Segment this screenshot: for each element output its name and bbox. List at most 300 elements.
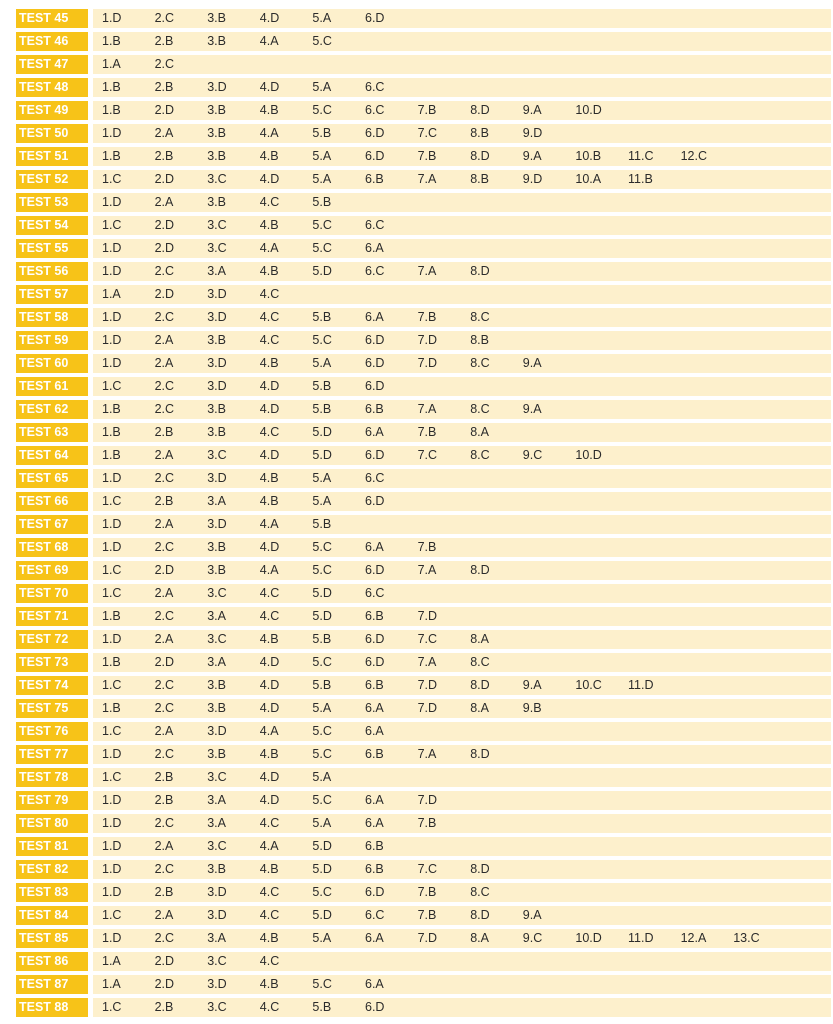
answer-cell: 8.C <box>470 655 490 669</box>
answer-cell: 2.D <box>154 563 175 577</box>
answer-row <box>16 444 831 467</box>
answer-cell: 3.B <box>207 563 226 577</box>
answer-row <box>16 168 831 191</box>
answer-cell: 6.D <box>365 494 385 508</box>
answer-cell: 4.B <box>259 471 279 485</box>
answer-row <box>16 283 831 306</box>
answer-cell: 4.A <box>259 241 279 255</box>
answer-cell: 6.A <box>365 793 384 807</box>
answer-cell: 1.C <box>102 563 122 577</box>
answer-cell: 3.D <box>207 885 227 899</box>
answer-cell: 3.B <box>207 195 226 209</box>
answer-cell: 4.D <box>259 11 280 25</box>
answer-cell: 11.D <box>628 678 654 692</box>
answer-cell: 7.A <box>417 402 437 416</box>
answer-cell: 8.D <box>470 563 490 577</box>
answer-cell: 1.B <box>102 103 121 117</box>
answer-band <box>93 78 831 97</box>
answer-cell: 2.C <box>154 609 175 623</box>
answer-row <box>16 605 831 628</box>
answer-cell: 2.C <box>154 816 175 830</box>
answer-row <box>16 996 831 1019</box>
answer-cell: 6.B <box>365 172 384 186</box>
answer-cell: 7.B <box>417 908 437 922</box>
answer-cell: 7.D <box>417 701 438 715</box>
answer-cell: 9.A <box>522 402 542 416</box>
answer-cell: 1.D <box>102 747 122 761</box>
answer-cell: 4.B <box>259 862 279 876</box>
answer-cell: 7.B <box>417 149 437 163</box>
answer-cell: 3.B <box>207 34 226 48</box>
answer-cell: 2.B <box>154 494 174 508</box>
answer-cell: 1.D <box>102 632 122 646</box>
answer-cell: 8.D <box>470 264 490 278</box>
answer-cell: 2.A <box>154 195 174 209</box>
answer-row <box>16 352 831 375</box>
answer-cell: 1.C <box>102 724 122 738</box>
answer-cell: 7.C <box>417 632 438 646</box>
answer-cell: 8.B <box>470 172 489 186</box>
answer-cell: 2.B <box>154 770 174 784</box>
answer-cell: 2.A <box>154 908 174 922</box>
answer-cell: 1.A <box>102 287 121 301</box>
answer-cell: 2.A <box>154 632 174 646</box>
test-label: TEST 83 <box>16 883 88 902</box>
answer-cell: 12.A <box>680 931 707 945</box>
answer-cell: 3.B <box>207 540 226 554</box>
answer-cell: 9.D <box>522 126 543 140</box>
answer-row <box>16 766 831 789</box>
answer-key-table <box>16 7 831 1019</box>
answer-cell: 4.B <box>259 218 279 232</box>
answer-cell: 6.B <box>365 678 384 692</box>
answer-cell: 10.D <box>575 931 602 945</box>
answer-cell: 4.D <box>259 80 280 94</box>
answer-cell: 5.D <box>312 264 332 278</box>
answer-cell: 7.B <box>417 816 437 830</box>
answer-cell: 6.C <box>365 80 385 94</box>
answer-cell: 2.A <box>154 839 174 853</box>
answer-band <box>93 676 831 695</box>
answer-cell: 5.C <box>312 103 332 117</box>
answer-cell: 3.C <box>207 586 227 600</box>
answer-cell: 3.D <box>207 977 227 991</box>
answer-cell: 7.C <box>417 448 438 462</box>
answer-cell: 3.B <box>207 402 226 416</box>
answer-cell: 1.D <box>102 471 122 485</box>
answer-cell: 4.D <box>259 172 280 186</box>
answer-cell: 4.A <box>259 563 279 577</box>
answer-cell: 6.C <box>365 908 385 922</box>
answer-row <box>16 99 831 122</box>
answer-cell: 8.C <box>470 885 490 899</box>
answer-band <box>93 308 831 327</box>
test-label: TEST 54 <box>16 216 88 235</box>
answer-cell: 4.A <box>259 34 279 48</box>
answer-cell: 4.B <box>259 103 279 117</box>
answer-band <box>93 423 831 442</box>
test-label: TEST 73 <box>16 653 88 672</box>
answer-cell: 2.A <box>154 586 174 600</box>
answer-cell: 10.D <box>575 448 602 462</box>
answer-cell: 2.D <box>154 241 175 255</box>
answer-cell: 6.D <box>365 1000 385 1014</box>
answer-cell: 3.A <box>207 793 226 807</box>
answer-cell: 6.C <box>365 264 385 278</box>
answer-cell: 1.B <box>102 149 121 163</box>
answer-band <box>93 170 831 189</box>
test-label: TEST 51 <box>16 147 88 166</box>
answer-cell: 8.C <box>470 310 490 324</box>
answer-cell: 5.C <box>312 977 332 991</box>
answer-cell: 1.D <box>102 356 122 370</box>
answer-cell: 8.D <box>470 149 490 163</box>
answer-cell: 6.D <box>365 126 385 140</box>
answer-band <box>93 653 831 672</box>
answer-cell: 3.A <box>207 816 226 830</box>
answer-cell: 4.D <box>259 655 280 669</box>
answer-cell: 8.C <box>470 402 490 416</box>
answer-cell: 6.D <box>365 11 385 25</box>
answer-band <box>93 400 831 419</box>
answer-cell: 7.C <box>417 126 438 140</box>
answer-cell: 2.C <box>154 862 175 876</box>
answer-cell: 5.C <box>312 241 332 255</box>
answer-cell: 11.B <box>628 172 653 186</box>
answer-row <box>16 835 831 858</box>
answer-cell: 6.A <box>365 724 384 738</box>
answer-cell: 2.D <box>154 103 175 117</box>
answer-band <box>93 285 831 304</box>
answer-cell: 3.D <box>207 287 227 301</box>
answer-cell: 4.B <box>259 931 279 945</box>
answer-row <box>16 490 831 513</box>
answer-cell: 1.C <box>102 586 122 600</box>
answer-cell: 8.A <box>470 425 489 439</box>
answer-cell: 9.B <box>522 701 542 715</box>
answer-cell: 7.D <box>417 678 438 692</box>
test-label: TEST 58 <box>16 308 88 327</box>
answer-cell: 11.C <box>628 149 654 163</box>
answer-cell: 4.A <box>259 724 279 738</box>
answer-cell: 6.C <box>365 471 385 485</box>
answer-cell: 3.A <box>207 494 226 508</box>
answer-band <box>93 354 831 373</box>
answer-cell: 7.B <box>417 425 437 439</box>
answer-cell: 7.A <box>417 264 437 278</box>
answer-cell: 3.C <box>207 770 227 784</box>
answer-cell: 4.C <box>259 586 280 600</box>
answer-cell: 2.C <box>154 379 175 393</box>
test-label: TEST 69 <box>16 561 88 580</box>
answer-cell: 5.B <box>312 310 332 324</box>
answer-cell: 6.D <box>365 149 385 163</box>
test-label: TEST 68 <box>16 538 88 557</box>
answer-cell: 5.C <box>312 540 332 554</box>
answer-cell: 9.C <box>522 448 543 462</box>
answer-cell: 3.C <box>207 839 227 853</box>
answer-cell: 1.B <box>102 425 121 439</box>
answer-cell: 4.C <box>259 908 280 922</box>
answer-cell: 3.B <box>207 862 226 876</box>
answer-cell: 4.C <box>259 954 280 968</box>
answer-cell: 5.C <box>312 655 332 669</box>
answer-band <box>93 745 831 764</box>
answer-cell: 2.D <box>154 954 175 968</box>
answer-row <box>16 467 831 490</box>
answer-cell: 5.A <box>312 494 332 508</box>
answer-band <box>93 998 831 1017</box>
test-label: TEST 48 <box>16 78 88 97</box>
answer-cell: 9.A <box>522 356 542 370</box>
answer-band <box>93 791 831 810</box>
answer-cell: 3.D <box>207 356 227 370</box>
answer-cell: 5.C <box>312 333 332 347</box>
answer-cell: 4.D <box>259 448 280 462</box>
answer-cell: 3.B <box>207 149 226 163</box>
test-label: TEST 75 <box>16 699 88 718</box>
answer-cell: 6.A <box>365 310 384 324</box>
answer-cell: 6.A <box>365 816 384 830</box>
answer-cell: 8.B <box>470 333 489 347</box>
answer-cell: 4.B <box>259 632 279 646</box>
answer-band <box>93 101 831 120</box>
test-label: TEST 49 <box>16 101 88 120</box>
answer-cell: 6.A <box>365 540 384 554</box>
answer-cell: 5.D <box>312 425 332 439</box>
answer-cell: 4.D <box>259 793 280 807</box>
test-label: TEST 53 <box>16 193 88 212</box>
answer-cell: 7.D <box>417 793 438 807</box>
test-label: TEST 46 <box>16 32 88 51</box>
answer-band <box>93 860 831 879</box>
answer-band <box>93 331 831 350</box>
answer-cell: 8.D <box>470 908 490 922</box>
answer-band <box>93 262 831 281</box>
answer-cell: 3.B <box>207 11 226 25</box>
answer-band <box>93 929 831 948</box>
test-label: TEST 86 <box>16 952 88 971</box>
answer-cell: 2.C <box>154 264 175 278</box>
answer-cell: 9.A <box>522 908 542 922</box>
answer-cell: 1.B <box>102 655 121 669</box>
answer-band <box>93 492 831 511</box>
answer-cell: 8.D <box>470 747 490 761</box>
answer-band <box>93 814 831 833</box>
answer-row <box>16 513 831 536</box>
answer-cell: 2.C <box>154 931 175 945</box>
answer-band <box>93 561 831 580</box>
answer-row <box>16 720 831 743</box>
test-label: TEST 50 <box>16 124 88 143</box>
answer-band <box>93 147 831 166</box>
answer-cell: 8.A <box>470 701 489 715</box>
answer-cell: 4.D <box>259 678 280 692</box>
answer-cell: 5.C <box>312 724 332 738</box>
test-label: TEST 88 <box>16 998 88 1017</box>
answer-cell: 2.C <box>154 310 175 324</box>
answer-cell: 1.A <box>102 57 121 71</box>
answer-cell: 7.D <box>417 609 438 623</box>
answer-cell: 1.D <box>102 195 122 209</box>
answer-row <box>16 582 831 605</box>
answer-cell: 2.B <box>154 1000 174 1014</box>
answer-band <box>93 32 831 51</box>
answer-cell: 5.A <box>312 816 332 830</box>
answer-cell: 6.D <box>365 448 385 462</box>
answer-cell: 6.D <box>365 655 385 669</box>
answer-cell: 1.D <box>102 862 122 876</box>
test-label: TEST 76 <box>16 722 88 741</box>
answer-cell: 4.B <box>259 747 279 761</box>
answer-row <box>16 743 831 766</box>
answer-cell: 2.A <box>154 517 174 531</box>
answer-cell: 1.D <box>102 931 122 945</box>
answer-cell: 2.A <box>154 356 174 370</box>
answer-cell: 1.B <box>102 402 121 416</box>
answer-cell: 6.B <box>365 839 384 853</box>
test-label: TEST 59 <box>16 331 88 350</box>
answer-row <box>16 7 831 30</box>
answer-cell: 7.A <box>417 747 437 761</box>
answer-cell: 3.C <box>207 1000 227 1014</box>
answer-row <box>16 214 831 237</box>
answer-row <box>16 53 831 76</box>
answer-cell: 5.D <box>312 448 332 462</box>
answer-cell: 3.D <box>207 379 227 393</box>
answer-cell: 2.C <box>154 747 175 761</box>
answer-cell: 3.B <box>207 701 226 715</box>
answer-cell: 5.C <box>312 747 332 761</box>
answer-cell: 1.D <box>102 333 122 347</box>
answer-cell: 3.B <box>207 747 226 761</box>
answer-cell: 10.B <box>575 149 602 163</box>
answer-band <box>93 193 831 212</box>
test-label: TEST 71 <box>16 607 88 626</box>
answer-cell: 1.D <box>102 793 122 807</box>
answer-row <box>16 329 831 352</box>
answer-band <box>93 538 831 557</box>
answer-cell: 4.D <box>259 701 280 715</box>
answer-cell: 1.D <box>102 517 122 531</box>
answer-cell: 2.C <box>154 540 175 554</box>
answer-cell: 6.A <box>365 977 384 991</box>
answer-cell: 9.A <box>522 103 542 117</box>
test-label: TEST 79 <box>16 791 88 810</box>
answer-row <box>16 674 831 697</box>
answer-cell: 1.B <box>102 701 121 715</box>
answer-cell: 7.B <box>417 885 437 899</box>
answer-cell: 4.C <box>259 885 280 899</box>
answer-cell: 2.B <box>154 425 174 439</box>
answer-cell: 1.B <box>102 448 121 462</box>
answer-cell: 2.D <box>154 172 175 186</box>
answer-cell: 2.C <box>154 402 175 416</box>
answer-cell: 3.C <box>207 172 227 186</box>
answer-cell: 3.B <box>207 103 226 117</box>
test-label: TEST 55 <box>16 239 88 258</box>
test-label: TEST 65 <box>16 469 88 488</box>
answer-cell: 1.C <box>102 770 122 784</box>
answer-cell: 8.A <box>470 632 489 646</box>
answer-cell: 6.B <box>365 862 384 876</box>
answer-cell: 5.A <box>312 701 332 715</box>
answer-cell: 10.A <box>575 172 602 186</box>
test-label: TEST 80 <box>16 814 88 833</box>
test-label: TEST 67 <box>16 515 88 534</box>
answer-row <box>16 76 831 99</box>
answer-cell: 2.A <box>154 333 174 347</box>
answer-cell: 1.C <box>102 494 122 508</box>
answer-cell: 4.B <box>259 356 279 370</box>
answer-cell: 2.D <box>154 977 175 991</box>
answer-cell: 2.D <box>154 287 175 301</box>
answer-cell: 10.D <box>575 103 602 117</box>
answer-cell: 4.B <box>259 977 279 991</box>
answer-cell: 2.C <box>154 57 175 71</box>
answer-cell: 5.A <box>312 11 332 25</box>
answer-cell: 1.D <box>102 11 122 25</box>
answer-cell: 12.C <box>680 149 707 163</box>
answer-cell: 5.D <box>312 839 332 853</box>
answer-cell: 1.C <box>102 1000 122 1014</box>
answer-cell: 2.D <box>154 218 175 232</box>
answer-cell: 1.C <box>102 908 122 922</box>
answer-row <box>16 697 831 720</box>
answer-row <box>16 927 831 950</box>
answer-cell: 1.A <box>102 977 121 991</box>
answer-cell: 5.A <box>312 149 332 163</box>
answer-cell: 5.B <box>312 1000 332 1014</box>
answer-cell: 2.A <box>154 448 174 462</box>
answer-cell: 1.B <box>102 80 121 94</box>
answer-cell: 2.D <box>154 655 175 669</box>
answer-cell: 5.D <box>312 586 332 600</box>
answer-cell: 3.D <box>207 80 227 94</box>
answer-cell: 5.D <box>312 908 332 922</box>
answer-cell: 4.C <box>259 287 280 301</box>
answer-cell: 3.D <box>207 471 227 485</box>
answer-cell: 5.B <box>312 678 332 692</box>
answer-cell: 4.C <box>259 816 280 830</box>
answer-cell: 6.A <box>365 425 384 439</box>
answer-band <box>93 216 831 235</box>
test-label: TEST 82 <box>16 860 88 879</box>
test-label: TEST 66 <box>16 492 88 511</box>
test-label: TEST 62 <box>16 400 88 419</box>
answer-cell: 7.A <box>417 655 437 669</box>
answer-row <box>16 858 831 881</box>
answer-row <box>16 628 831 651</box>
answer-cell: 1.D <box>102 264 122 278</box>
answer-cell: 3.C <box>207 241 227 255</box>
answer-cell: 6.D <box>365 379 385 393</box>
answer-cell: 3.A <box>207 264 226 278</box>
answer-cell: 5.B <box>312 517 332 531</box>
answer-row <box>16 973 831 996</box>
answer-cell: 6.C <box>365 218 385 232</box>
answer-band <box>93 975 831 994</box>
test-label: TEST 60 <box>16 354 88 373</box>
answer-cell: 5.C <box>312 218 332 232</box>
answer-cell: 5.A <box>312 770 332 784</box>
answer-cell: 4.C <box>259 195 280 209</box>
answer-band <box>93 124 831 143</box>
answer-cell: 8.D <box>470 862 490 876</box>
test-label: TEST 45 <box>16 9 88 28</box>
answer-band <box>93 699 831 718</box>
answer-cell: 5.C <box>312 34 332 48</box>
